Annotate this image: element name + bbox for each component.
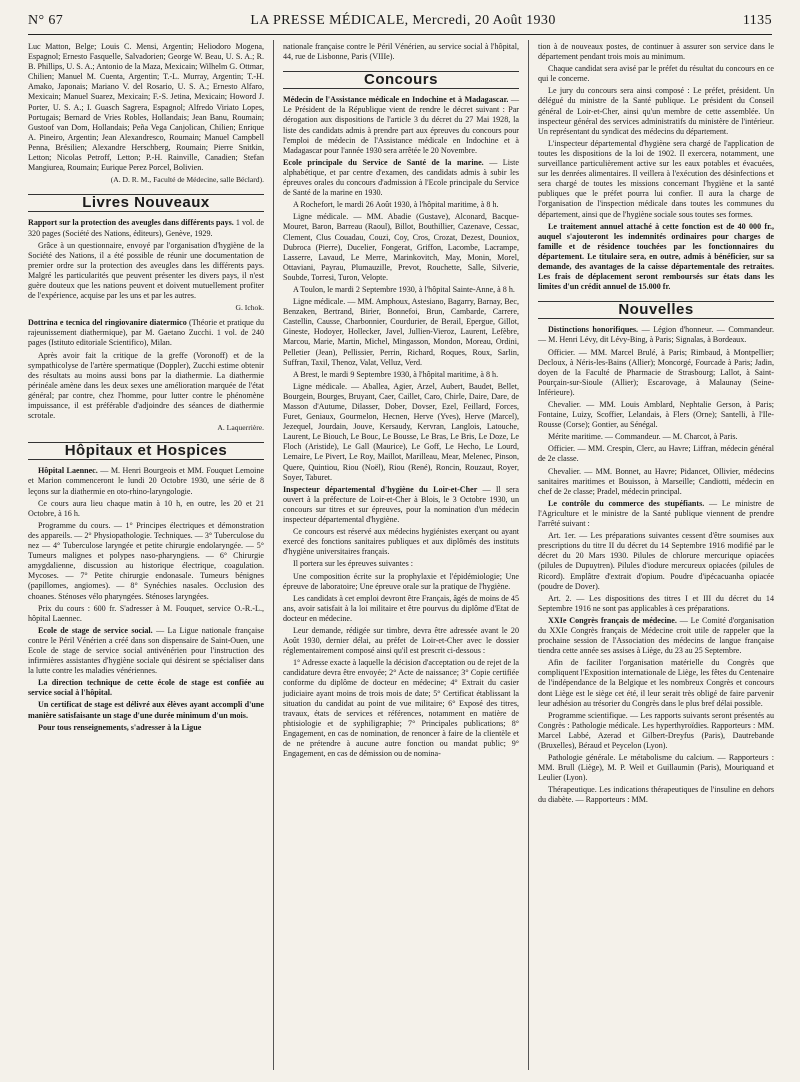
item-lead: Distinctions honorifiques. xyxy=(548,325,639,335)
item-text: Programme scientifique. — Les rapports suivants seront présentés au Congrès : Pathologie médicale. Les hyperthyroïdies. Rapporteurs : MM. Marcel Labbé, Azerad et Gilbert-Dreyfus (Paris), Dautrebande (Bruxelles), Béraud et Peycelon (Lyon). xyxy=(538,710,774,750)
graduates-list: Luc Matton, Belge; Louis C. Mensi, Argentin; Heliodoro Mogena, Espagnol; Ernesto Fasquelle, Salvadorien; George W. Beau, U. S. A.; R. B. Phillips, U. S. A.; Antonio de la Maza, Mexicain; Wilhelm G. Ottmar, Chilien; Manuel M. Cuenta, Argentin; T.-L. Murray, Argentin; T.-H. Amako, Japonais; Mariano V. del Rosario, U. S. A.; Ernesto Alfaro, Mexicain; Manuel Suarez, Mexicain; F.-S. Jetina, Mexicain; Howord J. Porter, U. S. A.; I. Guasch Sagrera, Espagnol; Alfredo Viriato Lopes, Portugais; Bernard de Vries Robles, Hollandais; Jean Banu, Roumain; Gustoof van Dom, Hollandais; Peña Vega Canjolican, Chilien; Enrique A. Pineiro, Argentin; Jean Alexandresco, Roumain; Manuel Campbell Penna, Brésilien; Alexandre Herschberg, Roumain; Pierre Snitkin, Letton; Nicolas Petroff, Letton; P.-H. Rainville, Canadien; Stefan Mangiurea, Roumain; Eurique Perez Porcel, Bolivien. xyxy=(28,42,264,173)
item-lead: Le contrôle du commerce des stupéfiants. xyxy=(548,498,705,508)
item-text: — Le ministre de l'Agriculture et le ministre de la Santé publique viennent de prendre l'arrêté suivant : xyxy=(538,498,775,529)
item-text: — Liste alphabétique, et par centre d'examen, des candidats admis à subir les épreuves orales du concours d'admission à l'Ecole principale du Service de Santé de la marine en 1930. xyxy=(283,157,519,198)
item-text: Ce concours est réservé aux médecins hygiénistes exerçant ou ayant exercé des fonctions sanitaires publiques et aux diplômés des instituts d'hygiène universitaires français. xyxy=(283,527,519,557)
item-text: Le jury du concours sera ainsi composé : Le préfet, président. Un délégué du ministre de la Santé publique. Le président du Conseil général de Loir-et-Cher, ainsi qu'un membre de cette assemblée. Un inspecteur général des services administratifs du ministère de l'intérieur. Un représentant du syndicat des médecins du département. xyxy=(538,86,774,136)
column-3 xyxy=(538,42,774,808)
exam-center: A Toulon, le mardi 2 Septembre 1930, à l'hôpital Sainte-Anne, à 8 h. xyxy=(293,284,515,294)
item-text: Prix du cours : 600 fr. S'adresser à M. Fouquet, service O.-R.-L., hôpital Laennec. xyxy=(28,603,264,623)
book-review: Après avoir fait la critique de la greffe (Voronoff) et de la sympathicolyse de l'artère spermatique (Doppler), Zucchi estime obtenir des résultats au moins aussi bons par la diathermie. La diathermie périnéale amène dans les deux sexes une amélioration marquée de l'état général; par contre, chez l'homme, pour lutter contre le phénomène impuissance, il est préférable d'adjoindre des séances de diathermie scrotale. xyxy=(28,350,264,421)
item-text: Il portera sur les épreuves suivantes : xyxy=(293,559,414,569)
item-lead: Ecole principale du Service de Santé de la marine. xyxy=(283,157,484,167)
item-text: Pour tous renseignements, s'adresser à la Ligue xyxy=(38,722,202,732)
section-heading-concours: Concours xyxy=(283,71,519,89)
book-title: Dottrina e tecnica del ringiovanire diatermico xyxy=(28,318,187,328)
item-text: 1° Adresse exacte à laquelle la décision d'acceptation ou de rejet de la candidature devra être envoyée; 2° Acte de naissance; 3° Copie certifiée conforme du diplôme de docteur en médecine; 4° Extrait du casier judiciaire ayant moins de trois mois de date; 5° Certificat établissant la situation du candidat au point de vue militaire; 6° Exposé des titres, travaux, états de services et références, notamment en matière de phtisiologie et de syphiligraphie; 7° Principales publications; 8° Engagement, en cas de nomination, de renoncer à faire de la clientèle et de ne prétendre à aucune autre fonction ou mandat public; 9° Engagement, en cas de démission ou de nomina- xyxy=(283,658,519,759)
book-meta: (Théorie et pratique du rajeunissement diathermique), par M. Gaetano Zucchi. 1 vol. de 240 pages (Istituto editoriale Scientifico), Milan. xyxy=(28,318,264,348)
page-header xyxy=(28,10,772,32)
item-text: Thérapeutique. Les indications thérapeutiques de l'insuline en dehors du diabète. — Rapporteurs : MM. xyxy=(538,785,774,805)
journal-title: LA PRESSE MÉDICALE, Mercredi, 20 Août 1930 xyxy=(250,13,556,28)
item-text: Pathologie générale. Le métabolisme du calcium. — Rapporteurs : MM. Brull (Liège), M. P. Weil et Guillaumin (Paris), Mouriquand et Leulier (Lyon). xyxy=(538,753,774,783)
candidate-list: Ligne médicale. — Aballea, Agier, Arzel, Aubert, Baudet, Bellet, Bourgein, Bourges, Bruyant, Caer, Caillet, Caro, Chirle, Daire, Dare, de Masson d'Autume, Dilasser, Dober, Dovser, Ezel, Feillard, Forces, Furet, Geniaux, Gourmelon, Hecnen, Herve (Yves), Herve (Marcel), Jezequel, Jourdain, Jouve, Kersaudy, Kervran, Langlois, Latouche, Laurent, Le Biouch, Le Bouc, Le Bousse, Le Bras, Le Bris, Le Doze, Le Floch (Aristide), Le Gall (Maurice), Le Goff, Le Hecho, Le Lourd, Lemaire, Le Pivert, Le Roy, Maillot, Marilleau, Mear, Melenec, Pinson, Quere, Quintiou, Riou (Noël), Riou (René), Roncin, Rouzaut, Royer, Soyer, Taburet. xyxy=(283,381,519,482)
item-text: Art. 2. — Les dispositions des titres I et III du décret du 14 Septembre 1916 ne sont pas applicables à ces préparations. xyxy=(538,593,774,613)
item-text: Mérite maritime. — Commandeur. — M. Charcot, à Paris. xyxy=(548,432,738,442)
item-text: Officier. — MM. Marcel Brulé, à Paris; Rimbaud, à Montpellier; Decloux, à Néris-les-Bains (Allier); Moncorgé, Fourcade à Paris; Jadin, doyen de la Faculté de Pharmacie de Strasbourg; Lallot, à Saint-Pourçain-sur-Sioule (Allier); Escarovage, à Malaunay (Seine-Inférieure). xyxy=(538,347,774,397)
item-text: Ce cours aura lieu chaque matin à 10 h, en outre, les 20 et 21 Octobre, à 16 h. xyxy=(28,498,264,518)
section-heading-nouvelles: Nouvelles xyxy=(538,301,774,319)
item-text: Un certificat de stage est délivré aux élèves ayant accompli d'une manière satisfaisante un stage d'une durée minimum d'un mois. xyxy=(28,700,264,720)
item-text: La direction technique de cette école de stage est confiée au service social à l'hôpital. xyxy=(28,678,264,698)
course-programme: Programme du cours. — 1° Principes électriques et démonstration des appareils. — 2° Physiopathologie. Techniques. — 3° Tuberculose du nez — 4° Tuberculose laryngée et petite chirurgie endolaryngée. — 5° Tumeurs malignes et polypes naso-pharyngiens. — 6° Chirurgie amygdalienne, discussion au historique électrique, coagulation. Mycoses. — 7° Petite chirurgie endonasale. Tumeurs bénignes (papillomes, angiomes). — 8° Synéchies nasales. Occlusion des choanes. Sténoses vélo pharyngées. Sténoses laryngées. xyxy=(28,520,264,601)
item-lead: Inspecteur départemental d'hygiène du Loir-et-Cher xyxy=(283,484,478,494)
continued-text: tion à de nouveaux postes, de continuer à assurer son service dans le département pendant trois mois au minimum. xyxy=(538,42,774,62)
page-number: N° 67 xyxy=(28,13,64,28)
review-signature: G. Ichok. xyxy=(235,303,264,313)
section-heading-livres: Livres Nouveaux xyxy=(28,194,264,212)
item-text: — Le Comité d'organisation du XXIe Congrès français de Médecine croit utile de rappeler que la prochaine session de l'Association des médecins de langue française tiendra cette année ses assises à Liège, du 23 au 25 Septembre. xyxy=(538,615,774,656)
item-text: Les candidats à cet emploi devront être Français, âgés de moins de 45 ans, avoir satisfait à la loi militaire et être pourvus du diplôme d'Etat de docteur en médecine. xyxy=(283,593,519,623)
item-text: — Il sera ouvert à la préfecture de Loir-et-Cher à Blois, le 3 Octobre 1930, un concours sur titres et sur épreuves, pour la nomination d'un médecin inspecteur départemental d'hygiène. xyxy=(283,484,519,525)
column-2 xyxy=(283,42,519,761)
candidate-list: Ligne médicale. — MM. Amphoux, Astesiano, Bagarry, Barnay, Bec, Benzaken, Bertrand, Birier, Bonnefoi, Brun, Cambarde, Carrere, Castellin, Causse, Charbonnier, Courdurier, de Berail, Epergue, Gillot, Gineste, Hodoyer, Hollecker, Javel, Jullien-Vieroz, Laurent, Lefèbre, Marcou, Marie, Martin, Michel, Mingasson, Mondon, Moreau, Ordini, Pelletier (Jean), Pellissier, Perrin, Richard, Roques, Roux, Sarlin, Suffran, Taxil, Thenoz, Valat, Velluz, Verd. xyxy=(283,297,519,367)
review-signature: A. Laquerrière. xyxy=(217,423,264,433)
item-lead: Ecole de stage de service social. xyxy=(38,625,153,635)
exam-center: A Brest, le mardi 9 Septembre 1930, à l'hôpital maritime, à 8 h. xyxy=(293,369,499,379)
continued-text: nationale française contre le Péril Vénérien, au service social à l'hôpital, 44, rue de Lisbonne, Paris (VIIIe). xyxy=(283,42,519,62)
item-text: — M. Henri Bourgeois et MM. Fouquet Lemoine et Marion commenceront le lundi 20 Octobre 1930, une série de 8 leçons sur la diathermie en oto-rhino-laryngologie. xyxy=(28,466,265,496)
item-text: Le traitement annuel attaché à cette fonction est de 40 000 fr., auquel s'ajouteront les indemnités ordinaires pour charges de famille et de résidence touchées par les fonctionnaires du département. Le titulaire sera, en outre, admis à bénéficier, sur sa demande, des avantages de la caisse départementale des retraites. Les frais de déplacement seront remboursés sur états dans les limites d'un crédit annuel de 15.000 fr. xyxy=(538,221,774,292)
item-lead: XXIe Congrès français de médecine. xyxy=(548,615,677,625)
item-text: Leur demande, rédigée sur timbre, devra être adressée avant le 20 Août 1930, dernier délai, au préfet de Loir-et-Cher avec le dossier réglementairement composé ainsi qu'il est prescrit ci-dessous : xyxy=(283,625,519,656)
book-review: Grâce à un questionnaire, envoyé par l'organisation d'hygiène de la Société des Nations, il a été possible de réunir une documentation de premier ordre sur la protection des aveugles dans les différents pays. Malgré les particularités que peuvent présenter les divers pays, il n'est guère douteux que les nations peuvent et doivent mutuellement profiter de l'expérience, acquise par les uns et par les autres. xyxy=(28,240,264,301)
exam-center: A Rochefort, le mardi 26 Août 1930, à l'hôpital maritime, à 8 h. xyxy=(293,200,499,210)
list-signature: (A. D. R. M., Faculté de Médecine, salle Béclard). xyxy=(110,175,264,185)
item-text: — Légion d'honneur. — Commandeur. — M. Henri Lévy, dit Lévy-Bing, à Paris; Signalas, à Bordeaux. xyxy=(538,325,774,345)
book-meta: 1 vol. de 320 pages (Société des Nations, éditeurs), Genève, 1929. xyxy=(28,218,264,238)
header-rule xyxy=(28,34,772,35)
section-heading-hopitaux: Hôpitaux et Hospices xyxy=(28,442,264,460)
item-lead: Médecin de l'Assistance médicale en Indochine et à Madagascar. xyxy=(283,95,509,105)
folio: 1135 xyxy=(742,13,772,28)
item-text: — La Ligue nationale française contre le Péril Vénérien a créé dans son dispensaire de Saint-Ouen, une Ecole de stage de service social antivénérien pour l'instruction des infirmières assistantes d'hygiène sociale qui désirent se spécialiser dans la lutte contre les maladies vénériennes. xyxy=(28,625,264,676)
item-text: Officier. — MM. Crespin, Clerc, au Havre; Liffran, médecin général de 2e classe. xyxy=(538,444,774,464)
candidate-list: Ligne médicale. — MM. Abadie (Gustave), Alconard, Bacque-Mouret, Baron, Barreau (Raoul), Billot, Bouthillier, Cazenave, Cessac, Clement, Clus Couadau, Couzi, Coy, Cros, Crozat, Dezest, Douniox, Dubroca (Pierre), Ducelier, Fongerat, Griffon, Lacombe, Lacrampe, Lasserre, Lavaud, Le Merre, Marinkovitch, May, Monin, Morel, Ottaviani, Payrau, Plumauzille, Prevot, Rouchette, Salle, Silverie, Soubde, Torresi, Turon, Velopte. xyxy=(283,212,519,282)
item-text: Art. 1er. — Les préparations suivantes cessent d'être soumises aux prescriptions du titre II du décret du 14 Septembre 1916 modifié par le décret du 20 Mars 1930. Pilules de chlorure mercurique opiacées (pilules de Dupuytren). Pilules d'iodure mercureux opiacées (pilules de Ricord). Emplâtre d'extrait d'opium. Poudre d'ipécacuanha opiacée (poudre de Dover). xyxy=(538,531,774,591)
item-text: Chevalier. — MM. Louis Amblard, Nephtalie Gerson, à Paris; Fontaine, Luizy, Scoffier, Lelandais, à Flers (Orne); Santelli, à l'Ile-Rousse (Corse); Gontier, au Sénégal. xyxy=(538,400,774,430)
column-1 xyxy=(28,42,264,735)
column-rule xyxy=(273,40,274,1070)
item-text: Une composition écrite sur la prophylaxie et l'épidémiologie; Une épreuve de laboratoire; Une épreuve orale sur la pratique de l'hygiène. xyxy=(283,571,519,591)
item-lead: Hôpital Laennec. xyxy=(38,466,98,476)
book-title: Rapport sur la protection des aveugles dans différents pays. xyxy=(28,218,234,228)
item-text: Chevalier. — MM. Bonnet, au Havre; Pidancet, Ollivier, médecins sanitaires maritimes et Bouisson, à Marseille; Candiotti, médecin en chef de 2e classe; Pradel, médecin principal. xyxy=(538,466,774,496)
column-rule xyxy=(528,40,529,1070)
item-text: L'inspecteur départemental d'hygiène sera chargé de l'application de toutes les dispositions de la loi de 1902. Il exercera, notamment, une surveillance particulièrement active sur les eaux potables et évacuées, sur les denrées alimentaires. Il veillera à l'exécution des désinfections et sera chargé de toutes les missions concernant l'hygiène et la santé publiques que le préfet pourra lui confier. Il aura la charge de l'organisation de l'inspection médicale dans toutes les communes du département, ainsi que de l'hygiène sociale sous toutes ses formes. xyxy=(538,138,774,219)
item-text: Chaque candidat sera avisé par le préfet du résultat du concours en ce qui le concerne. xyxy=(538,64,774,84)
item-text: Afin de faciliter l'organisation matérielle du Congrès que compliquent l'Exposition internationale de Liège, les fêtes du Centenaire de l'indépendance de la Belgique et les nombreux Congrès et concours dont Liège est le siège cet été, il leur serait très obligé de faire parvenir leur adhésion au trésorier du Congrès dans le plus bref délai possible. xyxy=(538,658,774,708)
item-text: — Le Président de la République vient de rendre le décret suivant : Par dérogation aux dispositions de l'article 3 du décret du 27 Mai 1928, la liste des candidats admis à prendre part aux épreuves du concours pour l'emploi de médecin de l'Assistance médicale en Indochine et à Madagascar pour l'année 1930 sera arrêtée le 20 Novembre. xyxy=(283,95,519,155)
